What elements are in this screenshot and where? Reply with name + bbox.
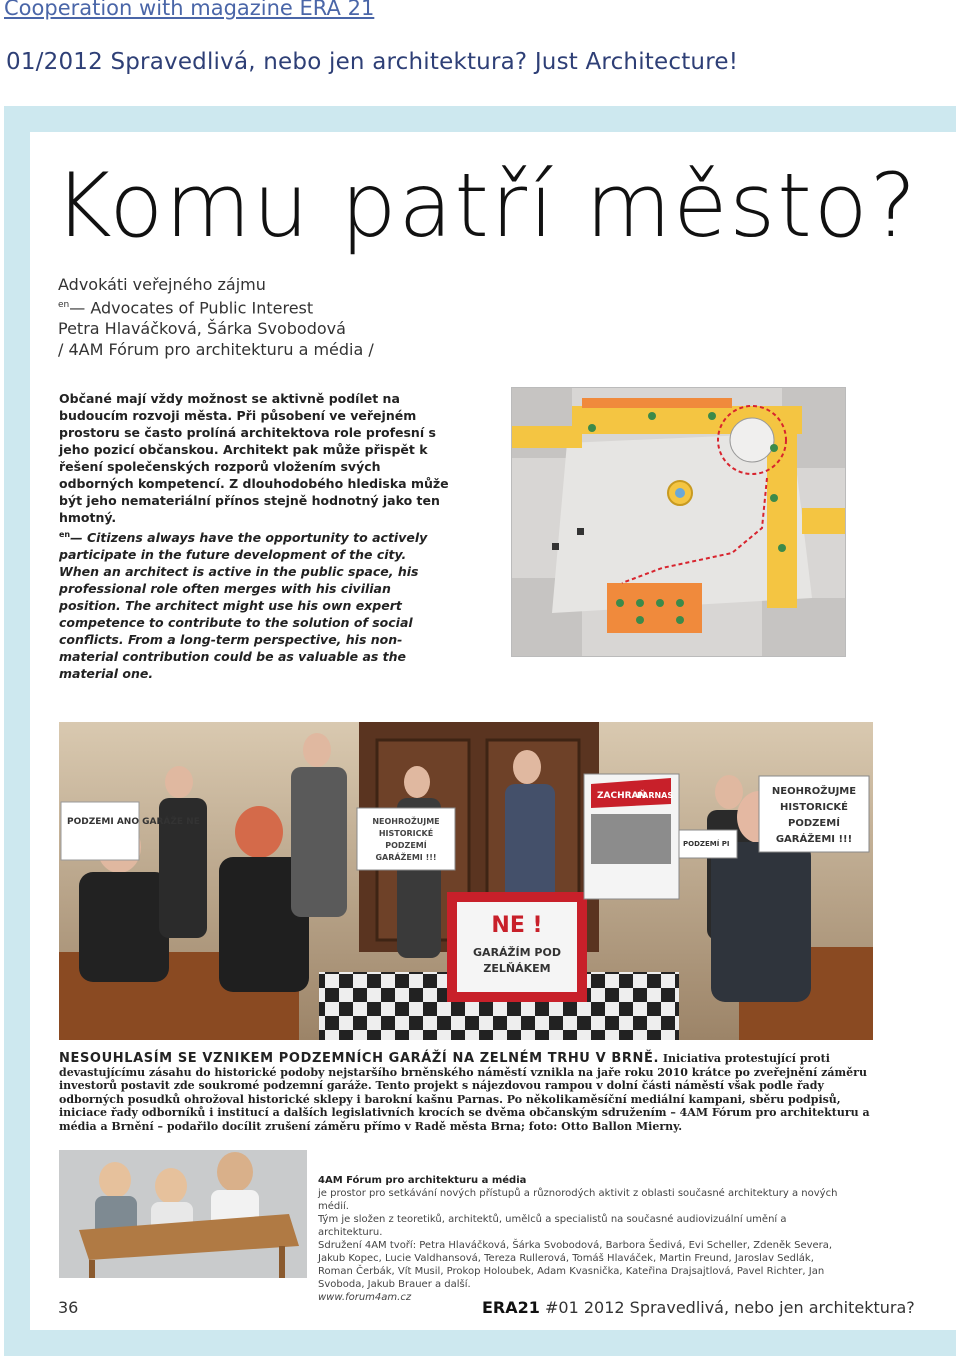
square-plan-map [511,387,846,657]
caption-body: Iniciativa protestující proti devastujícímu zásahu do historické podoby nejstaršího brněnského náměstí vznikla na jaře roku 2010 krátce po zveřejnění záměru investorů postavit zde soukromé podzemní garáže. Tento projekt s nájezdovou rampou v dolní části náměstí však podle řady odborných posudků ohrožoval historické sklepy i barokní kašnu Parnas. Po několikaměsíční mediální kampani, sběru podpisů, iniciace řady odborníků i institucí a dalších legislativních krocích se dvěma občanským sdružením – 4AM Fórum pro architekturu a média a Brnění – podařilo docílit zrušení záměru přímo v Radě města Brna; foto: Otto Ballon Mierny. [59,1052,870,1133]
sign-left [61,802,139,860]
map-orange-area [582,398,732,408]
map-tree [588,424,596,432]
person-body [291,767,347,917]
intro-english-text: — Citizens always have the opportunity to actively participate in the future development of the city. When an architect is active in the public space, his professional role often merges with his civilian position. The architect might use his own expert competence to contribute to the solution of social conflicts. From a long-term perspective, his non-material contribution could be as valuable as the material one. [59,530,428,682]
about-body-2: Tým je složen z teoretiků, architektů, umělců a specialistů na současné audiovizuální umění a architekturu. [318,1214,787,1238]
person-head [404,766,430,798]
about-url[interactable]: www.forum4am.cz [318,1292,412,1303]
sign-right-line3: PODZEMÍ [788,818,840,829]
sign-right-line1: NEOHROŽUJME [771,786,857,797]
map-tree [648,412,656,420]
map-tree [636,599,644,607]
map-tree [778,544,786,552]
team-photo [59,1150,307,1278]
caption-lead: NESOUHLASÍM SE VZNIKEM PODZEMNÍCH GARÁŽÍ NA ZELNÉM TRHU V BRNĚ. [59,1051,659,1066]
byline-en-text: — Advocates of Public Interest [69,298,314,318]
map-tree [770,494,778,502]
sign-right-line4: GARÁŽEMI !!! [775,834,853,845]
sign-big-line2: GARÁŽÍM POD [473,946,561,959]
sign-left-text: PODZEMI ANO GARÁŽE NE [67,817,200,827]
person-body [79,872,169,982]
magazine-page [30,132,956,1330]
about-body-3: Sdružení 4AM tvoří: Petra Hlaváčková, Šárka Svobodová, Barbora Šedivá, Evi Scheller, Zdeněk Severa, Jakub Kopec, Lucie Valdhansová, Tereza Rullerová, Tomáš Hlaváček, Martin Freund, Jaroslav Sedlák, Roman Čerbák, Vít Musil, Prokop Holoubek, Adam Kvasnička, Kateřina Drajsajtlová, Pavel Richter, Jan Svoboda, Jakub Brauer a další. [318,1240,833,1290]
byline-authors: Petra Hlaváčková, Šárka Svobodová [58,319,346,339]
protest-photo [59,722,873,1040]
map-tree [656,599,664,607]
sign-zachran-line2: PARNAS [637,791,674,800]
article-byline [58,274,374,360]
sign-mid-line2: HISTORICKÉ [378,829,434,838]
sign-mid-line1: NEOHROŽUJME [372,817,440,826]
team-table-leg [279,1246,285,1278]
map-orange-area [607,583,702,633]
sign-mid-line3: PODZEMÍ [385,841,427,850]
person-body [711,842,811,1002]
about-4am [318,1174,838,1304]
map-yellow-path [512,426,582,448]
team-illustration [59,1150,307,1278]
map-tree [616,599,624,607]
sign-zachran-line1: ZACHRAŇ [597,791,647,801]
person-head [513,750,541,784]
team-person-head [99,1162,131,1198]
intro-english [59,526,449,682]
page-number: 36 [58,1298,79,1317]
map-yellow-path [802,508,845,534]
sign-zachran-photo [591,814,671,864]
sign-mid-line4: GARÁŽEMI !!! [375,853,437,862]
map-drawing [512,388,845,656]
map-tree [676,616,684,624]
byline-cz: Advokáti veřejného zájmu [58,275,266,294]
person-head [165,766,193,798]
sign-big-line3: ZELŇÁKEM [483,962,551,975]
map-bollard [552,543,559,550]
person-head [235,806,283,858]
byline-en [58,295,374,318]
person-head [303,733,331,767]
map-fountain-water [675,488,685,498]
running-head-brand: ERA21 [482,1298,540,1317]
team-table-leg [89,1260,95,1278]
protest-illustration [59,722,873,1040]
team-person-head [155,1168,187,1204]
map-tree [708,412,716,420]
map-tree [676,599,684,607]
en-marker-intro: en [59,530,71,539]
en-marker: en [58,300,70,310]
issue-subtitle: 01/2012 Spravedlivá, nebo jen architektura? Just Architecture! [6,49,739,75]
about-body-1: je prostor pro setkávání nových přístupů a různorodých aktivit z oblasti současné architektury a nových médií. [318,1188,838,1212]
byline-organization: / 4AM Fórum pro architekturu a média / [58,340,374,360]
map-round-plaza [730,418,774,462]
person-head [715,775,743,809]
sign-right-line2: HISTORICKÉ [780,802,848,813]
about-title: 4AM Fórum pro architekturu a média [318,1175,527,1186]
intro-czech: Občané mají vždy možnost se aktivně podílet na budoucím rozvoji města. Při působení ve veřejném prostoru se často prolíná architektova role profesní s jeho pozicí občanskou. Architekt pak může přispět k řešení společenských rozporů vložením svých odborných kompetencí. Z dlouhodobého hlediska může být jeho nemateriální přínos stejně hodnotný jako ten hmotný. [59,391,449,525]
article-headline: Komu patří město? [54,154,919,257]
running-head [482,1298,915,1317]
map-tree [770,444,778,452]
photo-caption [59,1052,873,1133]
running-head-issue: #01 2012 Spravedlivá, nebo jen architektura? [545,1298,915,1317]
team-person-head [217,1152,253,1192]
cooperation-link[interactable]: Cooperation with magazine ERA 21 [4,0,375,20]
sign-small-right-text: PODZEMÍ PI [683,840,730,848]
sign-big-line1: NE ! [491,913,543,938]
map-bollard [577,528,584,535]
map-tree [636,616,644,624]
